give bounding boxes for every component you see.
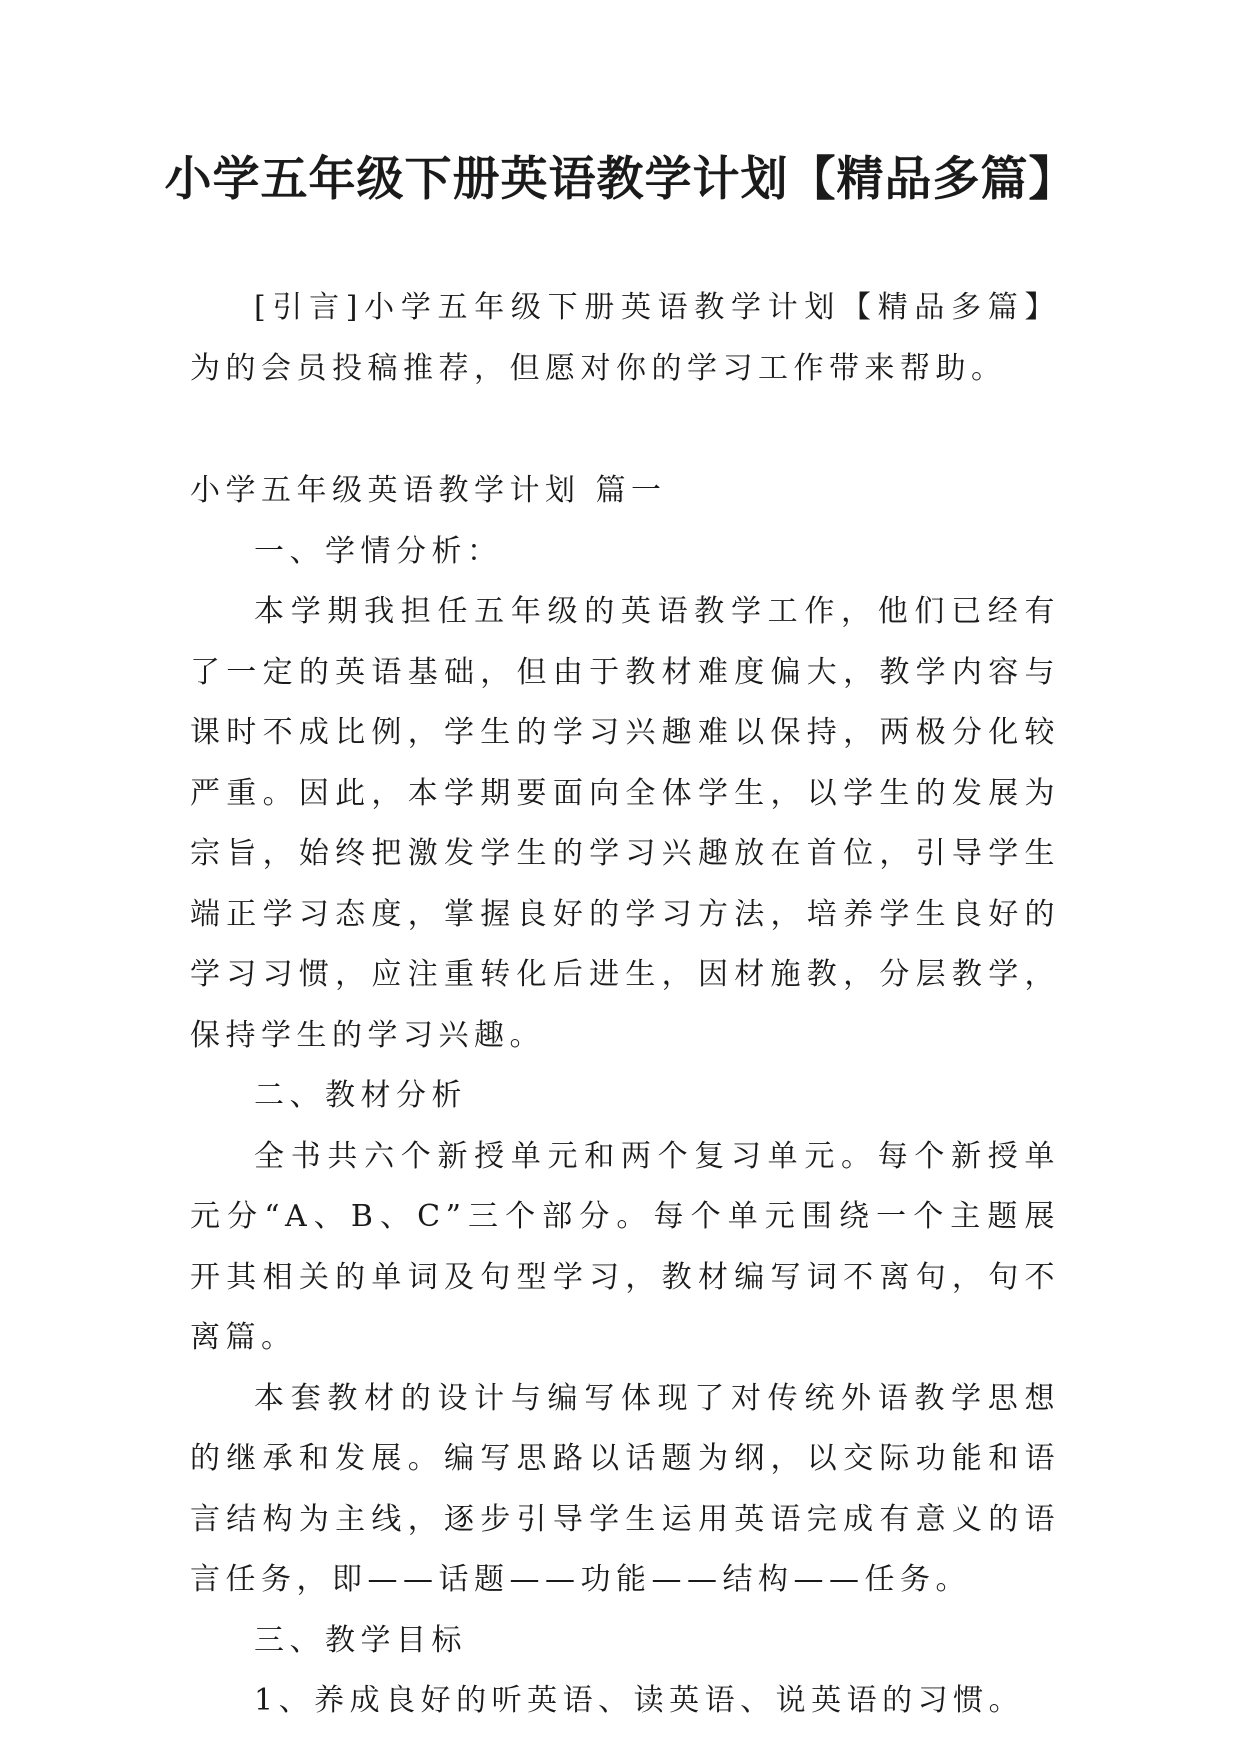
section-title: 小学五年级英语教学计划 篇一 [190, 473, 667, 508]
heading-textbook-analysis: 二、教材分析 [254, 1078, 467, 1113]
document-title: 小学五年级下册英语教学计划【精品多篇】 [164, 152, 1077, 207]
intro-block [190, 278, 1060, 399]
article-body [190, 461, 1060, 1732]
heading-teaching-goals: 三、教学目标 [254, 1622, 467, 1658]
paragraph-student-analysis: 本学期我担任五年级的英语教学工作，他们已经有了一定的英语基础，但由于教材难度偏大，教学内容与课时不成比例，学生的学习兴趣难以保持，两极分化较严重。因此，本学期要面向全体学生，以学生的发展为宗旨，始终把激发学生的学习兴趣放在首位，引导学生端正学习态度，掌握良好的学习方法，培养学生良好的学习习惯，应注重转化后进生，因材施教，分层教学，保持学生的学习兴趣。 [190, 594, 1060, 1053]
paragraph-textbook-units: 全书共六个新授单元和两个复习单元。每个新授单元分“A、B、C”三个部分。每个单元围绕一个主题展开其相关的单词及句型学习，教材编写词不离句，句不离篇。 [190, 1138, 1060, 1355]
paragraph-textbook-design: 本套教材的设计与编写体现了对传统外语教学思想的继承和发展。编写思路以话题为纲，以交际功能和语言结构为主线，逐步引导学生运用英语完成有意义的语言任务，即——话题——功能——结构——任务。 [190, 1380, 1060, 1597]
paragraph-goal-1: 1、养成良好的听英语、读英语、说英语的习惯。 [254, 1683, 1025, 1718]
intro-paragraph: [引言]小学五年级下册英语教学计划【精品多篇】为的会员投稿推荐，但愿对你的学习工作带来帮助。 [190, 290, 1060, 386]
heading-student-analysis: 一、学情分析： [254, 533, 503, 569]
